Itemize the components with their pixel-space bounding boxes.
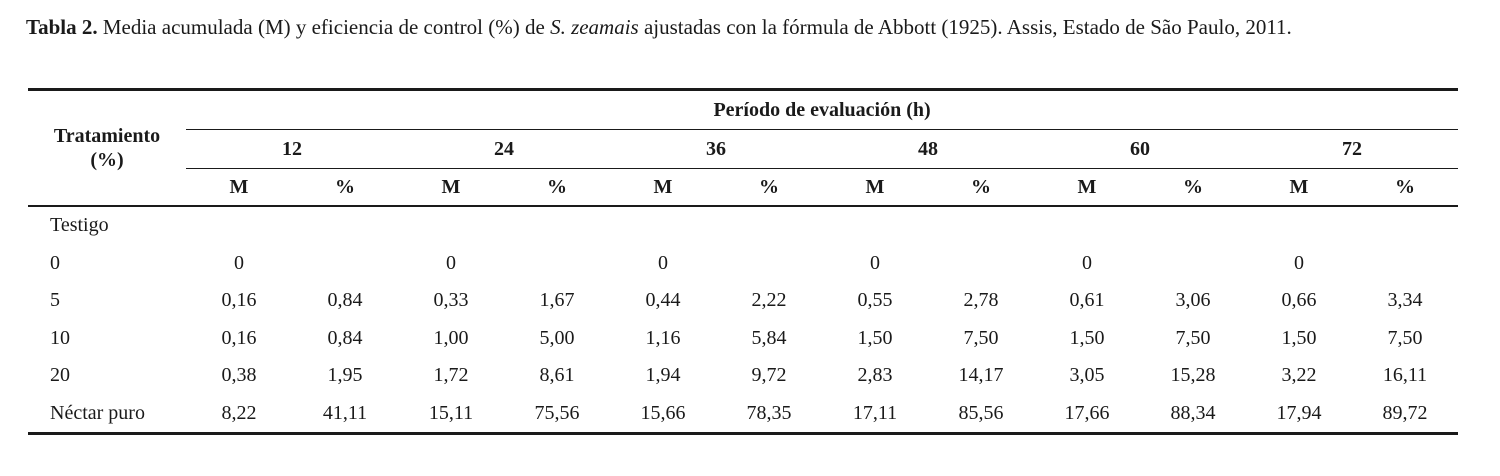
table-row bbox=[28, 282, 1458, 320]
sub-header-m: M bbox=[1246, 169, 1352, 207]
table-row bbox=[28, 320, 1458, 358]
table-cell bbox=[822, 206, 928, 245]
table-cell: 0,55 bbox=[857, 289, 893, 312]
table-cell bbox=[928, 206, 1034, 245]
table-cell: 17,11 bbox=[822, 395, 928, 434]
caption-text-after: ajustadas con la fórmula de Abbott (1925). Assis, Estado de São Paulo, 2011. bbox=[638, 15, 1292, 39]
table-cell: 85,56 bbox=[928, 395, 1034, 434]
table-cell: 0,61 bbox=[1069, 289, 1105, 312]
table-row bbox=[28, 206, 1458, 245]
table-cell: 1,72 bbox=[433, 364, 469, 387]
sub-header-percent: % bbox=[292, 169, 398, 207]
stub-header-text: Tratamiento (%) bbox=[53, 125, 161, 171]
data-table-container bbox=[28, 88, 1458, 435]
table-cell bbox=[292, 206, 398, 245]
table-cell: 1,50 bbox=[1069, 326, 1105, 349]
table-cell: 0 bbox=[1082, 251, 1092, 274]
table-cell: 2,22 bbox=[751, 289, 787, 312]
table-cell: 1,00 bbox=[433, 326, 469, 349]
caption-species: S. zeamais bbox=[550, 15, 639, 39]
table-cell bbox=[1246, 206, 1352, 245]
table-cell bbox=[1352, 206, 1458, 245]
period-header-48: 48 bbox=[822, 130, 1034, 169]
period-header-60: 60 bbox=[1034, 130, 1246, 169]
table-cell: 78,35 bbox=[716, 395, 822, 434]
table-cell: 0,84 bbox=[327, 326, 363, 349]
table-cell: 16,11 bbox=[1382, 364, 1428, 387]
table-cell: 1,95 bbox=[327, 364, 363, 387]
period-header-12: 12 bbox=[186, 130, 398, 169]
table-cell bbox=[1140, 206, 1246, 245]
sub-header-percent: % bbox=[1352, 169, 1458, 207]
table-cell: 0 bbox=[446, 251, 456, 274]
sub-header-m: M bbox=[610, 169, 716, 207]
table-cell: 1,50 bbox=[857, 326, 893, 349]
data-table bbox=[28, 88, 1458, 435]
table-cell: 0,16 bbox=[221, 289, 257, 312]
row-label: 0 bbox=[50, 251, 60, 274]
period-header: Período de evaluación (h) bbox=[186, 90, 1458, 130]
table-cell bbox=[610, 206, 716, 245]
sub-header-m: M bbox=[1034, 169, 1140, 207]
table-caption bbox=[26, 14, 1460, 41]
table-cell: 0,66 bbox=[1281, 289, 1317, 312]
period-header-72: 72 bbox=[1246, 130, 1458, 169]
table-cell: 0,44 bbox=[645, 289, 681, 312]
table-cell: 3,22 bbox=[1281, 364, 1317, 387]
table-cell: 41,11 bbox=[292, 395, 398, 434]
table-cell: 75,56 bbox=[504, 395, 610, 434]
table-cell: 89,72 bbox=[1352, 395, 1458, 434]
table-body bbox=[28, 206, 1458, 434]
table-cell bbox=[1140, 245, 1246, 283]
sub-header-m: M bbox=[822, 169, 928, 207]
periods-header-row bbox=[28, 130, 1458, 169]
table-cell: 15,28 bbox=[1170, 364, 1216, 387]
table-cell: 0 bbox=[870, 251, 880, 274]
table-cell: 88,34 bbox=[1140, 395, 1246, 434]
period-header-24: 24 bbox=[398, 130, 610, 169]
table-cell: 7,50 bbox=[1387, 326, 1423, 349]
sub-header-percent: % bbox=[716, 169, 822, 207]
table-cell: 0 bbox=[658, 251, 668, 274]
table-cell: 0 bbox=[234, 251, 244, 274]
table-cell: 5,00 bbox=[539, 326, 575, 349]
table-cell: 7,50 bbox=[963, 326, 999, 349]
sub-header-percent: % bbox=[928, 169, 1034, 207]
sub-header-m: M bbox=[186, 169, 292, 207]
table-cell: 3,05 bbox=[1069, 364, 1105, 387]
row-label: 5 bbox=[50, 289, 60, 312]
sub-header-m: M bbox=[398, 169, 504, 207]
table-cell: 17,94 bbox=[1246, 395, 1352, 434]
table-row bbox=[28, 357, 1458, 395]
table-cell bbox=[504, 245, 610, 283]
caption-label: Tabla 2. bbox=[26, 15, 98, 39]
table-cell bbox=[186, 206, 292, 245]
table-header bbox=[28, 90, 1458, 207]
table-cell: 0 bbox=[1294, 251, 1304, 274]
period-header-36: 36 bbox=[610, 130, 822, 169]
table-cell: 1,50 bbox=[1281, 326, 1317, 349]
table-cell: 0,33 bbox=[433, 289, 469, 312]
table-cell: 7,50 bbox=[1175, 326, 1211, 349]
table-cell: 1,94 bbox=[645, 364, 681, 387]
table-cell: 1,16 bbox=[645, 326, 681, 349]
table-cell bbox=[504, 206, 610, 245]
table-cell: 8,22 bbox=[186, 395, 292, 434]
table-row bbox=[28, 395, 1458, 434]
table-cell: 5,84 bbox=[751, 326, 787, 349]
row-label: 10 bbox=[50, 326, 70, 349]
stub-header bbox=[28, 90, 186, 207]
table-cell bbox=[398, 206, 504, 245]
table-row bbox=[28, 245, 1458, 283]
table-cell: 14,17 bbox=[958, 364, 1004, 387]
table-cell: 2,78 bbox=[963, 289, 999, 312]
sub-header-percent: % bbox=[1140, 169, 1246, 207]
caption-text-before: Media acumulada (M) y eficiencia de control (%) de bbox=[97, 15, 551, 39]
table-cell: 8,61 bbox=[539, 364, 575, 387]
table-cell: 1,67 bbox=[539, 289, 575, 312]
row-label: Néctar puro bbox=[28, 395, 186, 434]
table-cell: 0,38 bbox=[221, 364, 257, 387]
row-label: 20 bbox=[50, 364, 70, 387]
table-cell bbox=[1034, 206, 1140, 245]
table-cell bbox=[292, 245, 398, 283]
table-cell: 3,06 bbox=[1175, 289, 1211, 312]
row-label: Testigo bbox=[50, 214, 109, 237]
table-cell bbox=[1352, 245, 1458, 283]
table-cell: 3,34 bbox=[1387, 289, 1423, 312]
table-cell: 0,16 bbox=[221, 326, 257, 349]
table-cell: 2,83 bbox=[857, 364, 893, 387]
table-cell: 15,66 bbox=[610, 395, 716, 434]
sub-header-row bbox=[28, 169, 1458, 207]
table-cell: 15,11 bbox=[398, 395, 504, 434]
table-cell bbox=[928, 245, 1034, 283]
sub-header-percent: % bbox=[504, 169, 610, 207]
table-cell bbox=[716, 245, 822, 283]
table-cell: 9,72 bbox=[751, 364, 787, 387]
table-cell: 17,66 bbox=[1034, 395, 1140, 434]
table-cell: 0,84 bbox=[327, 289, 363, 312]
table-cell bbox=[716, 206, 822, 245]
